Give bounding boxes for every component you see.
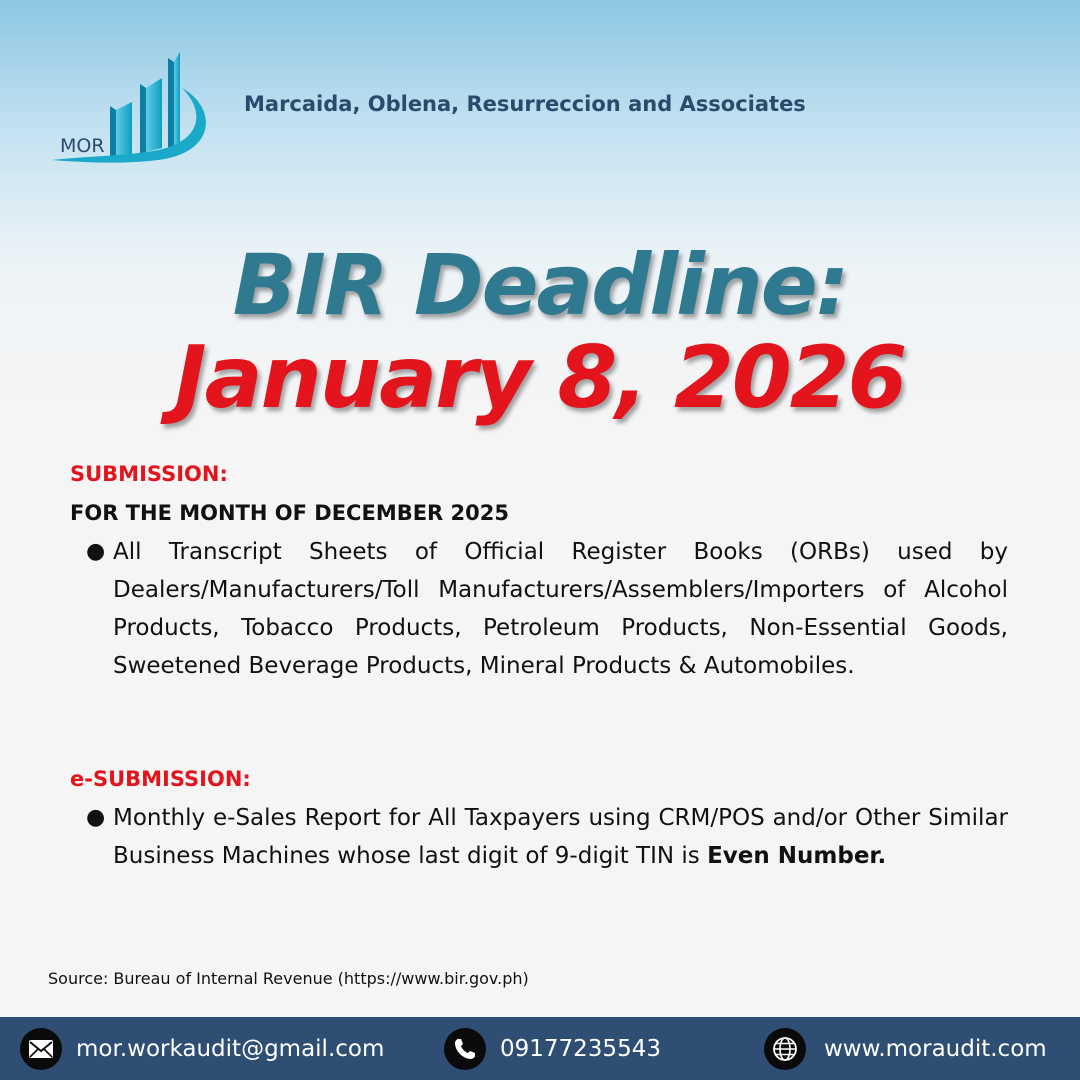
e-submission-item-text: [113, 799, 1008, 875]
contact-website[interactable]: [764, 1017, 1047, 1080]
building-bars-logo: [48, 48, 213, 166]
e-submission-item-body: Monthly e-Sales Report for All Taxpayers using CRM/POS and/or Other Similar Business Machines whose last digit of 9-digit TIN is: [113, 805, 1008, 869]
headline-title: BIR Deadline:: [232, 236, 848, 334]
source-note: Source: Bureau of Internal Revenue (https://www.bir.gov.ph): [48, 969, 529, 988]
list-item: [86, 533, 1008, 685]
logo-text: MOR: [60, 135, 105, 157]
submission-label: SUBMISSION:: [70, 462, 228, 486]
submission-period: FOR THE MONTH OF DECEMBER 2025: [70, 501, 509, 525]
website-link[interactable]: www.moraudit.com: [824, 1035, 1047, 1062]
email-link[interactable]: mor.workaudit@gmail.com: [76, 1035, 385, 1062]
submission-item-text: All Transcript Sheets of Official Register Books (ORBs) used by Dealers/Manufacturers/Toll Manufacturers/Assemblers/Importers of Alcohol Products, Tobacco Products, Petroleum Products, Non-Essential Goods, Sweetened Beverage Products, Mineral Products & Automobiles.: [113, 539, 1008, 679]
contact-email[interactable]: [20, 1017, 384, 1080]
envelope-icon: [20, 1028, 62, 1070]
e-submission-item-emphasis: Even Number.: [707, 843, 887, 869]
list-item: [86, 799, 1008, 875]
contact-footer: [0, 1017, 1080, 1080]
bullet-icon: ●: [86, 805, 106, 830]
contact-phone[interactable]: [444, 1017, 661, 1080]
phone-icon: [444, 1028, 486, 1070]
bullet-icon: ●: [86, 539, 106, 564]
e-submission-label: e-SUBMISSION:: [70, 767, 251, 791]
firm-name: Marcaida, Oblena, Resurreccion and Associates: [244, 92, 806, 116]
phone-number[interactable]: 09177235543: [500, 1035, 661, 1062]
company-logo: [48, 48, 213, 166]
globe-icon: [764, 1028, 806, 1070]
headline-date: January 8, 2026: [174, 328, 906, 428]
